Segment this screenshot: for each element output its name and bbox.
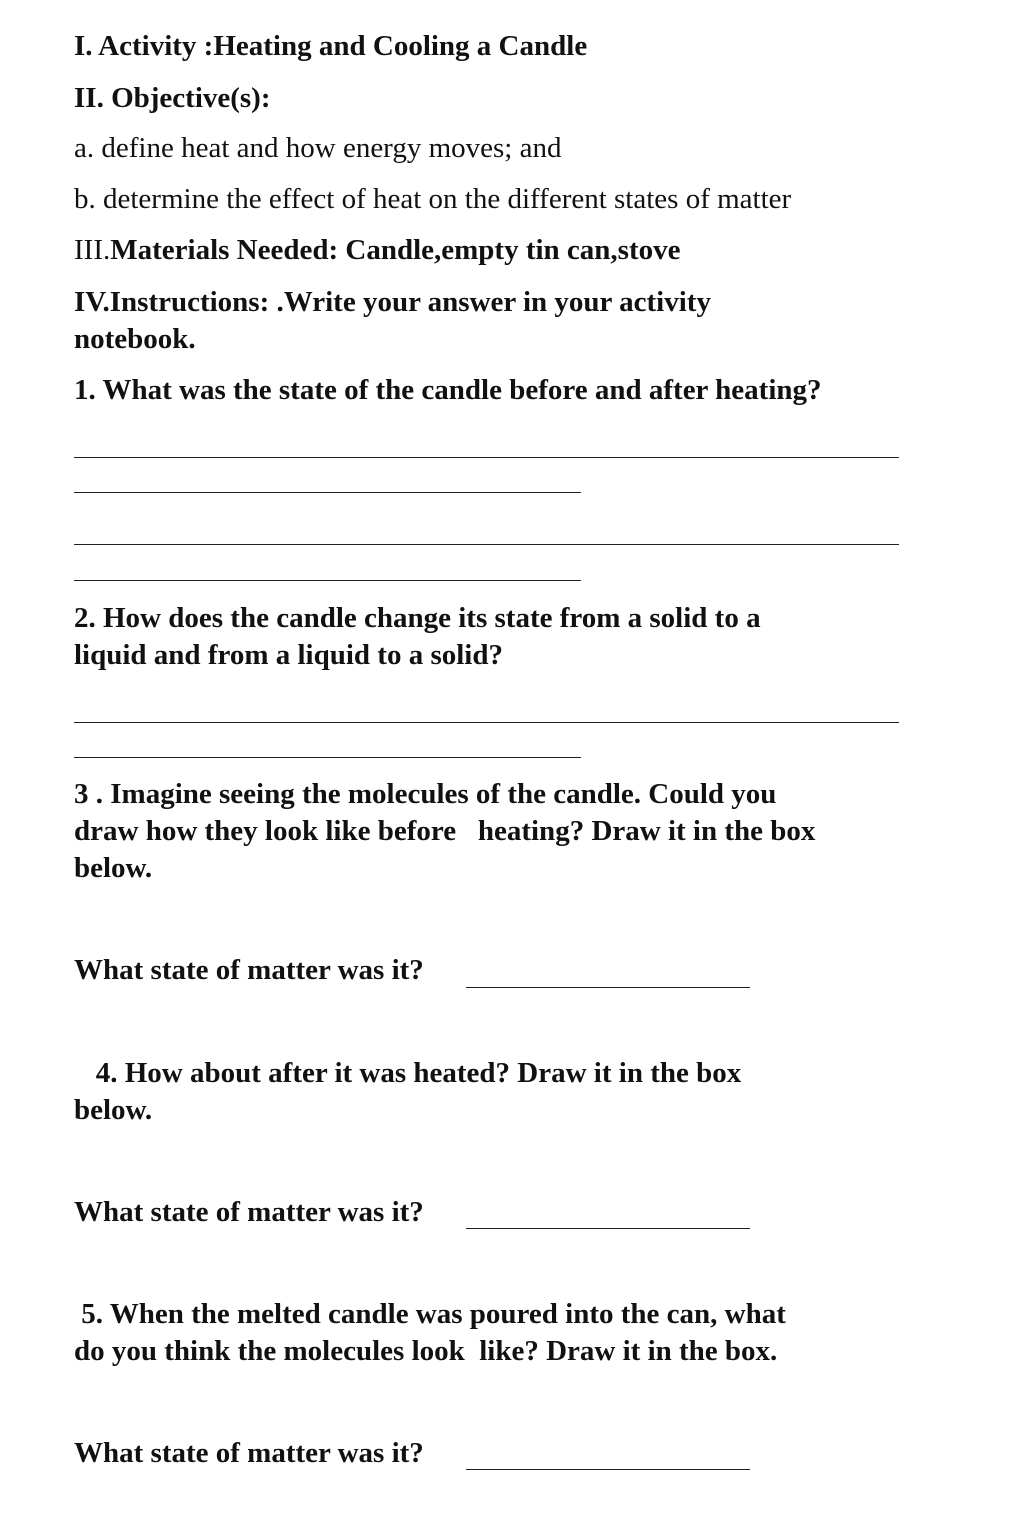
activity-prefix: I. Activity : <box>74 30 214 62</box>
question-3-text-line-1: 3 . Imagine seeing the molecules of the candle. Could you <box>74 778 777 810</box>
answer-line[interactable] <box>74 580 581 581</box>
objective-item-b: b. determine the effect of heat on the different states of matter <box>74 183 792 215</box>
instructions-line-2: notebook. <box>74 323 196 355</box>
question-5-text-line-2: do you think the molecules look like? Draw it in the box. <box>74 1335 778 1367</box>
question-1-text: 1. What was the state of the candle before and after heating? <box>74 374 822 406</box>
question-2-text-line-1: 2. How does the candle change its state from a solid to a <box>74 602 761 634</box>
objectives-heading: II. Objective(s): <box>74 82 271 114</box>
question-4-text-line-2: below. <box>74 1094 153 1126</box>
answer-line[interactable] <box>74 457 899 458</box>
question-5-state-prompt: What state of matter was it? <box>74 1437 424 1469</box>
answer-line[interactable] <box>74 722 899 723</box>
materials-label: Materials Needed: Candle,empty tin can,stove <box>110 234 681 266</box>
question-5-text-line-1: 5. When the melted candle was poured into the can, what <box>74 1298 786 1330</box>
activity-title-line <box>74 28 587 65</box>
answer-line[interactable] <box>74 492 581 493</box>
answer-line[interactable] <box>74 544 899 545</box>
question-3-state-prompt: What state of matter was it? <box>74 954 424 986</box>
materials-prefix: III. <box>74 234 111 266</box>
question-4-text-line-1: 4. How about after it was heated? Draw it in the box <box>74 1057 742 1089</box>
state-answer-line[interactable] <box>466 1228 750 1229</box>
question-3-text-line-2: draw how they look like before heating? Draw it in the box <box>74 815 816 847</box>
objective-item-a: a. define heat and how energy moves; and <box>74 132 562 164</box>
state-answer-line[interactable] <box>466 987 750 988</box>
materials-line <box>74 232 680 269</box>
activity-title: Heating and Cooling a Candle <box>213 30 588 62</box>
question-2-text-line-2: liquid and from a liquid to a solid? <box>74 639 503 671</box>
instructions-line-1: IV.Instructions: .Write your answer in your activity <box>74 286 711 318</box>
question-3-text-line-3: below. <box>74 852 153 884</box>
answer-line[interactable] <box>74 757 581 758</box>
state-answer-line[interactable] <box>466 1469 750 1470</box>
question-4-state-prompt: What state of matter was it? <box>74 1196 424 1228</box>
